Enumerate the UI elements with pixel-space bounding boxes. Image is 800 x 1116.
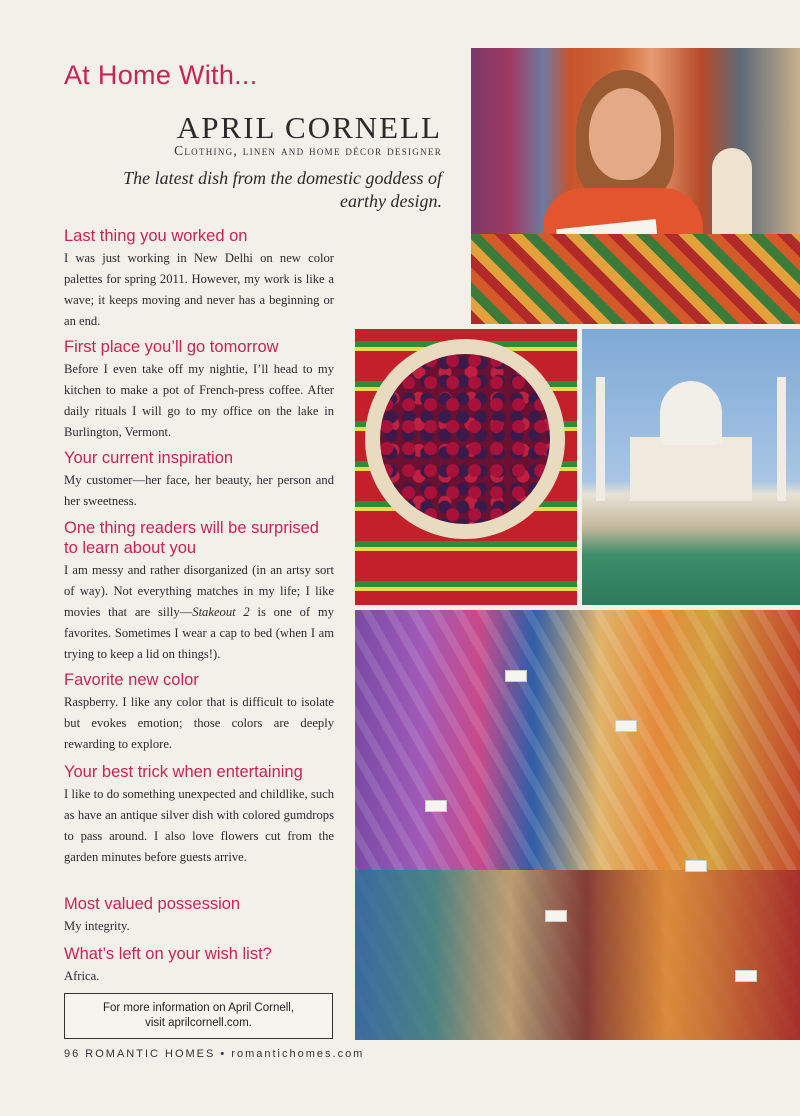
minaret [777, 377, 786, 501]
portrait-face [589, 88, 661, 180]
qa-answer-part: I am messy and rather disorganized (in an artsy sort of way). Not everything matches in my life; I like movies that are silly— [64, 563, 334, 619]
qa-answer: Africa. [64, 969, 100, 983]
qa-answer: Raspberry. I like any color that is difficult to isolate but evokes emotion; those colors are deeply rewarding to explore. [64, 695, 334, 751]
qa-answer: I was just working in New Delhi on new color palettes for spring 2011. However, my work is like a wave; it keeps moving and never has a beginning or an end. [64, 251, 334, 328]
page-folio: 96 ROMANTIC HOMES • romantichomes.com [64, 1048, 365, 1060]
patterned-tablecloth [471, 234, 800, 324]
section-kicker: At Home With... [64, 60, 258, 90]
qa-answer-part: is one of my favorites. Sometimes I wear a cap to bed (when I am trying to keep a lid on things!). [64, 605, 335, 661]
article-dek: The latest dish from the domestic goddess of earthy design. [123, 168, 442, 211]
qa-block [64, 762, 334, 868]
fabric-tag [615, 720, 637, 732]
qa-block [64, 226, 334, 332]
subject-name: APRIL CORNELL [176, 110, 442, 145]
fabric-tag [545, 910, 567, 922]
fabric-tag [505, 670, 527, 682]
qa-block [64, 894, 334, 937]
qa-block [64, 944, 334, 987]
qa-question: What’s left on your wish list? [64, 945, 272, 963]
jewelry-bust [712, 148, 752, 248]
qa-block [64, 670, 334, 755]
subject-role: Clothing, linen and home décor designer [174, 143, 442, 158]
qa-answer: I like to do something unexpected and childlike, such as have an antique silver dish with colored gumdrops to pass around. I also love flowers cut from the garden minutes before guests arrive. [64, 787, 334, 864]
berry-pie-photo [355, 329, 577, 605]
qa-answer [64, 560, 334, 665]
qa-answer: My integrity. [64, 919, 130, 933]
mausoleum-base [630, 437, 752, 501]
info-link[interactable]: visit aprilcornell.com. [145, 1017, 252, 1029]
info-line: For more information on April Cornell, [102, 1002, 295, 1014]
fabric-swatches-photo [355, 610, 800, 1040]
qa-question: Your best trick when entertaining [64, 763, 303, 781]
portrait-photo [471, 48, 800, 324]
berry-filling [380, 354, 550, 524]
qa-question: Favorite new color [64, 671, 199, 689]
qa-question: One thing readers will be surprised to learn about you [64, 519, 319, 557]
qa-block [64, 337, 334, 443]
fabric-lower-layer [355, 870, 800, 1040]
minaret [596, 377, 605, 501]
qa-block [64, 448, 334, 512]
fabric-tag [425, 800, 447, 812]
mausoleum-dome [660, 381, 722, 445]
fabric-tag [685, 860, 707, 872]
qa-question: First place you’ll go tomorrow [64, 338, 279, 356]
qa-question: Most valued possession [64, 895, 241, 913]
qa-answer: Before I even take off my nightie, I’ll head to my kitchen to make a pot of French-press coffee. After daily rituals I will go to my office on the lake in Burlington, Vermont. [64, 362, 334, 439]
qa-answer: My customer—her face, her beauty, her person and her sweetness. [64, 473, 334, 508]
taj-mahal-photo [582, 329, 800, 605]
qa-block [64, 518, 334, 665]
movie-title: Stakeout 2 [192, 605, 250, 619]
qa-question: Your current inspiration [64, 449, 234, 467]
fabric-tag [735, 970, 757, 982]
more-info-box [64, 993, 333, 1039]
qa-question: Last thing you worked on [64, 227, 248, 245]
